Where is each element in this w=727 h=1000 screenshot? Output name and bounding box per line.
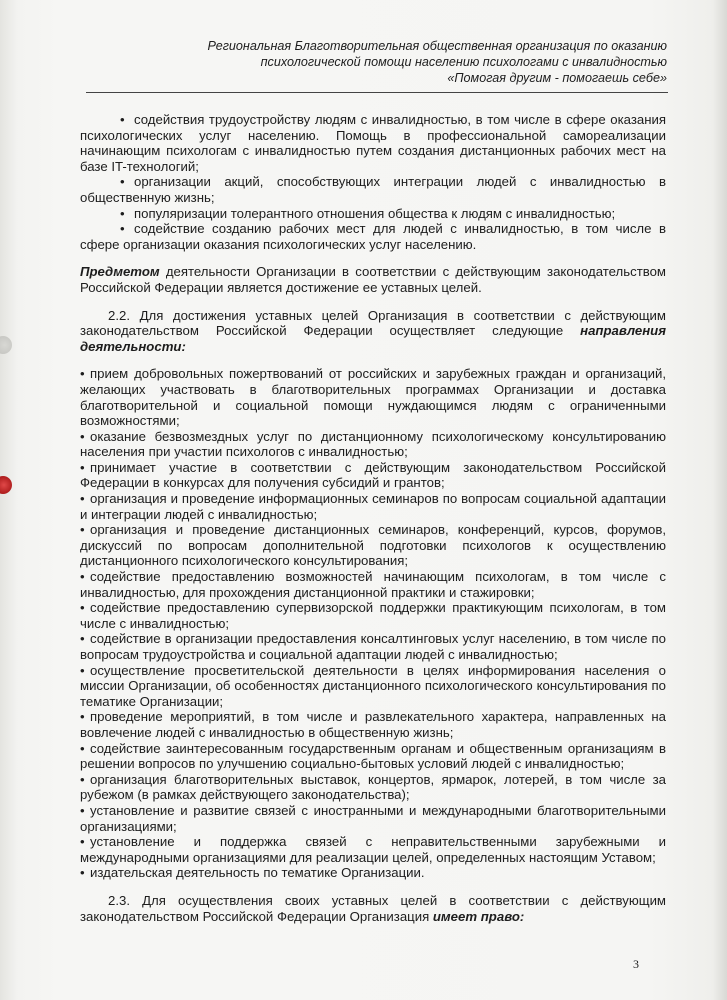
punch-hole-top	[0, 336, 12, 354]
section-2-2	[80, 308, 666, 355]
section-2-2-emphasis: направления деятельности:	[80, 323, 666, 354]
activity-bullet: • издательская деятельность по тематике Организации.	[80, 865, 666, 881]
page-edge-shadow	[713, 0, 727, 1000]
section-2-3-text: 2.3. Для осуществления своих уставных целей в соответствии с действующим законодательством Российской Федерации Организация	[80, 892, 666, 924]
activity-bullet: • установление и развитие связей с иностранными и международными благотворительными организациями;	[80, 803, 666, 834]
header-divider	[86, 92, 668, 93]
subject-paragraph	[80, 264, 666, 295]
document-header	[180, 38, 667, 86]
activity-bullet: • установление и поддержка связей с неправительственными зарубежными и международными организациями для реализации целей, определенных настоящим Уставом;	[80, 834, 666, 865]
activity-bullet: • принимает участие в соответствии с действующим законодательством Российской Федерации в конкурсах для получения субсидий и грантов;	[80, 460, 666, 491]
activity-bullet: • содействие в организации предоставления консалтинговых услуг населению, в том числе по вопросам трудоустройства и социальной адаптации людей с инвалидностью;	[80, 631, 666, 662]
activity-bullet: • содействие предоставлению возможностей начинающим психологам, в том числе с инвалидностью, для прохождения дистанционной практики и стажировки;	[80, 569, 666, 600]
document-body	[80, 112, 666, 924]
header-line-1: Региональная Благотворительная общественная организация по оказанию	[207, 39, 667, 53]
activity-bullet: • организация и проведение дистанционных семинаров, конференций, курсов, форумов, дискуссий по вопросам дополнительной подготовки психологов к осуществлению дистанционного психологического консультирования;	[80, 522, 666, 569]
section-2-3	[80, 893, 666, 924]
goal-bullet: • содействия трудоустройству людям с инвалидностью, в том числе в сфере оказания психологических услуг населению. Помощь в профессиональной самореализации начинающим психологам с инвалидностью путем создания дистанционных рабочих мест на базе IT-технологий;	[80, 112, 666, 174]
goal-bullet: • популяризации толерантного отношения общества к людям с инвалидностью;	[80, 206, 666, 222]
subject-text: деятельности Организации в соответствии с действующим законодательством Российской Федерации является достижение ее уставных целей.	[80, 264, 666, 295]
subject-lead: Предметом	[80, 264, 160, 280]
activity-bullet: • оказание безвозмездных услуг по дистанционному психологическому консультированию населения при участии психологов с инвалидностью;	[80, 429, 666, 460]
activity-bullet: • организация и проведение информационных семинаров по вопросам социальной адаптации и интеграции людей с инвалидностью;	[80, 491, 666, 522]
punch-hole-red	[0, 476, 12, 494]
section-2-2-text: 2.2. Для достижения уставных целей Организация в соответствии с действующим законодательством Российской Федерации осуществляет следующие	[80, 307, 666, 339]
page-number: 3	[633, 957, 639, 971]
header-line-2: психологической помощи населению психологами с инвалидностью	[260, 55, 667, 69]
activity-bullet: • организация благотворительных выставок, концертов, ярмарок, лотерей, в том числе за рубежом (в рамках действующего законодательства);	[80, 772, 666, 803]
activity-bullet: • содействие предоставлению супервизорской поддержки практикующим психологам, в том числе с инвалидностью;	[80, 600, 666, 631]
activity-bullet: • прием добровольных пожертвований от российских и зарубежных граждан и организаций, желающих участвовать в благотворительных программах Организации и доставка благотворительной и социальной помощи нуждающимся людям с ограниченными возможностями;	[80, 366, 666, 428]
activity-bullet: • проведение мероприятий, в том числе и развлекательного характера, направленных на вовлечение людей с инвалидностью в общественную жизнь;	[80, 709, 666, 740]
header-line-3: «Помогая другим - помогаешь себе»	[447, 71, 667, 85]
section-2-3-emphasis: имеет право:	[432, 908, 525, 924]
activity-bullet: • содействие заинтересованным государственным органам и общественным организациям в решении вопросов по улучшению социально-бытовых условий людей с инвалидностью;	[80, 741, 666, 772]
activity-bullet: • осуществление просветительской деятельности в целях информирования населения о миссии Организации, об особенностях дистанционного психологического консультирования по тематике Организации;	[80, 663, 666, 710]
goal-bullet: • организации акций, способствующих интеграции людей с инвалидностью в общественную жизнь;	[80, 174, 666, 205]
goal-bullet: • содействие созданию рабочих мест для людей с инвалидностью, в том числе в сфере организации оказания психологических услуг населению.	[80, 221, 666, 252]
